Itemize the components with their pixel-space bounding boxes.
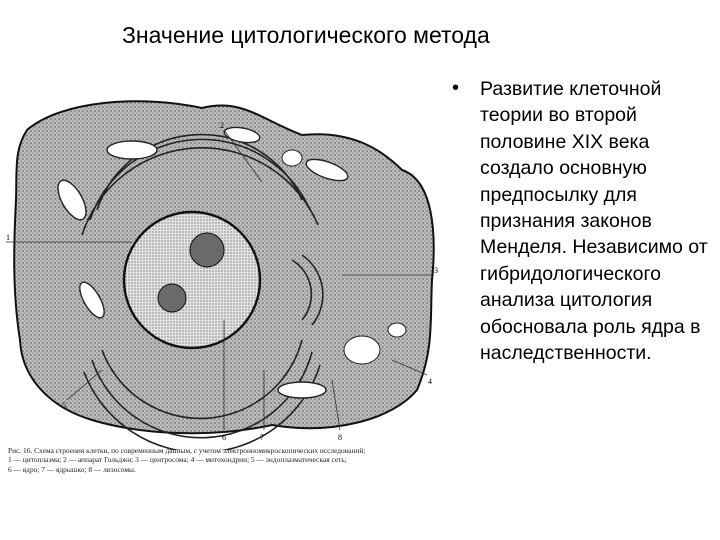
label-3: 3 <box>434 266 438 275</box>
label-1: 1 <box>6 233 10 242</box>
cell-drawing <box>2 90 442 450</box>
slide-title: Значение цитологического метода <box>122 22 490 48</box>
nucleolus <box>158 284 186 312</box>
nucleus <box>124 212 260 348</box>
vacuole-icon <box>282 150 302 166</box>
bullet-text: Развитие клеточной теории во второй половине XIX века создало основную предпосылку для признания законов Менделя. Независимо от гибридологического анализа цитология обосновала роль ядра в наследственности. <box>480 78 708 365</box>
vacuole-icon <box>388 323 406 337</box>
label-8: 8 <box>338 433 342 442</box>
figure-caption <box>8 446 440 474</box>
caption-line: 6 — ядро; 7 — ядрышко; 8 — лизосомы. <box>8 464 136 474</box>
nucleolus <box>190 233 224 267</box>
label-5: 5 <box>62 401 66 410</box>
bullet-list <box>452 76 714 366</box>
label-4: 4 <box>428 377 432 386</box>
bullet-icon: • <box>452 77 460 99</box>
caption-line: 1 — цитоплазма; 2 — аппарат Гольджи; 3 — центросома; 4 — митохондрии; 5 — эндоплазматическая сеть; <box>8 455 347 465</box>
caption-line: Рис. 16. Схема строения клетки, по современным данным, с учетом электронномикроскопических исследований; <box>8 446 366 455</box>
label-2: 2 <box>220 121 224 130</box>
vacuole-icon <box>344 336 380 364</box>
label-6: 6 <box>222 433 226 442</box>
label-7: 7 <box>260 433 264 442</box>
